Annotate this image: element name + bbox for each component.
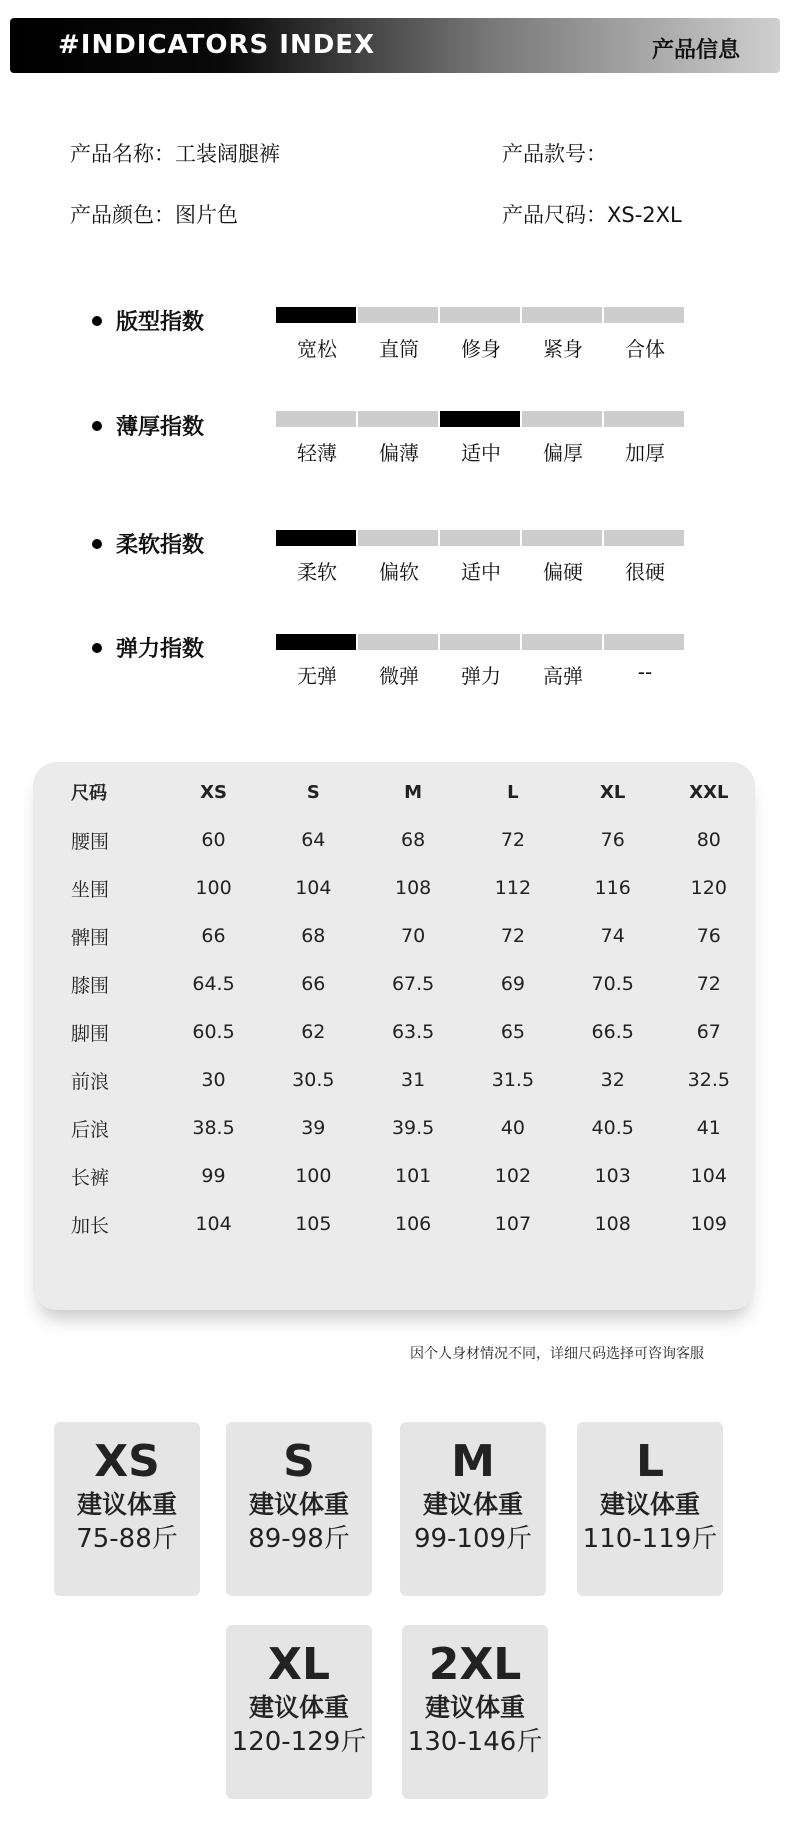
table-cell: 100 xyxy=(195,877,232,899)
table-cell: 65 xyxy=(500,1021,525,1043)
indicator-scale xyxy=(276,307,686,323)
weight-card-size: 2XL xyxy=(428,1639,522,1690)
weight-card-range: 120-129斤 xyxy=(231,1727,367,1757)
weight-card-size: L xyxy=(635,1436,665,1487)
table-row xyxy=(51,816,755,864)
weight-card-label: 建议体重 xyxy=(248,1490,349,1519)
table-cell: 100 xyxy=(295,1165,332,1187)
table-row xyxy=(51,1104,755,1152)
table-cell: 120 xyxy=(690,877,727,899)
indicator-title: 弹力指数 xyxy=(116,637,205,662)
table-cell: 64.5 xyxy=(192,973,235,995)
indicator-scale xyxy=(276,530,686,546)
weight-card xyxy=(402,1625,548,1799)
indicator-segment xyxy=(522,307,602,323)
product-size-range: 产品尺码：XS-2XL xyxy=(502,203,682,227)
product-style-no: 产品款号： xyxy=(502,142,607,166)
table-cell: 31 xyxy=(401,1069,426,1091)
table-cell: 68 xyxy=(401,829,426,851)
table-cell: 67 xyxy=(696,1021,721,1043)
weight-card-range: 130-146斤 xyxy=(407,1727,543,1757)
weight-card xyxy=(400,1422,546,1596)
table-header-cell: L xyxy=(507,781,519,803)
size-note: 因个人身材情况不同，详细尺码选择可咨询客服 xyxy=(410,1346,704,1362)
indicator-segment xyxy=(440,634,520,650)
table-cell: 105 xyxy=(295,1213,332,1235)
table-row xyxy=(51,1152,755,1200)
weight-card-label: 建议体重 xyxy=(424,1693,525,1722)
indicator-segment xyxy=(604,530,684,546)
table-header-cell: 尺码 xyxy=(71,783,107,804)
indicator-option-label: 很硬 xyxy=(625,560,665,584)
indicator-option-label: 宽松 xyxy=(297,337,337,361)
table-row-label: 长裤 xyxy=(71,1166,110,1189)
table-header-cell: XXL xyxy=(689,781,729,803)
table-header-row xyxy=(51,768,755,816)
indicator-option-label: 偏厚 xyxy=(543,441,583,465)
weight-card-range: 89-98斤 xyxy=(248,1524,350,1554)
table-header-cell: S xyxy=(306,781,320,803)
indicator-segment xyxy=(358,530,438,546)
table-cell: 68 xyxy=(301,925,326,947)
weight-card-label: 建议体重 xyxy=(248,1693,349,1722)
product-color: 产品颜色：图片色 xyxy=(70,203,238,227)
indicator-option-label: 无弹 xyxy=(297,664,337,688)
section-label: 产品信息 xyxy=(651,38,740,63)
size-table xyxy=(51,768,755,1248)
table-cell: 107 xyxy=(494,1213,532,1235)
indicator-title: 版型指数 xyxy=(116,310,205,335)
indicator-segment xyxy=(522,530,602,546)
indicator-option-label: 直筒 xyxy=(379,337,419,361)
table-row-label: 坐围 xyxy=(71,878,110,901)
product-name: 产品名称：工装阔腿裤 xyxy=(70,142,280,166)
indicator-segment xyxy=(358,634,438,650)
table-cell: 66.5 xyxy=(591,1021,634,1043)
table-cell: 80 xyxy=(696,829,721,851)
weight-card xyxy=(226,1625,372,1799)
table-row-label: 加长 xyxy=(71,1214,110,1237)
table-cell: 31.5 xyxy=(491,1069,535,1091)
indicator-options xyxy=(276,660,686,689)
indicator-segment xyxy=(604,634,684,650)
table-cell: 108 xyxy=(394,877,432,899)
table-row xyxy=(51,1056,755,1104)
table-cell: 74 xyxy=(600,925,625,947)
indicator-label xyxy=(92,305,204,336)
weight-card-range: 110-119斤 xyxy=(582,1524,718,1554)
table-cell: 116 xyxy=(594,877,631,899)
indicator-segment-selected xyxy=(276,307,356,323)
page-title: #INDICATORS INDEX xyxy=(58,30,376,60)
indicator-segment xyxy=(358,307,438,323)
indicator-title: 柔软指数 xyxy=(116,533,205,558)
indicator-option-label: 适中 xyxy=(461,560,501,584)
table-cell: 70 xyxy=(401,925,426,947)
indicator-segment xyxy=(604,307,684,323)
indicator-option-label: 偏薄 xyxy=(379,441,419,465)
indicator-option-label: 适中 xyxy=(461,441,501,465)
table-cell: 60 xyxy=(201,829,226,851)
table-cell: 62 xyxy=(301,1021,326,1043)
indicator-option-label: 偏硬 xyxy=(543,560,583,584)
table-row xyxy=(51,960,755,1008)
indicator-option-label: 合体 xyxy=(625,337,665,361)
indicator-segment-selected xyxy=(276,530,356,546)
table-row xyxy=(51,864,755,912)
table-cell: 99 xyxy=(201,1165,226,1187)
bullet-icon xyxy=(92,316,102,326)
indicator-label xyxy=(92,528,204,559)
indicator-segment xyxy=(522,634,602,650)
table-cell: 40.5 xyxy=(591,1117,634,1139)
indicator-segment xyxy=(604,411,684,427)
indicator-option-label: 柔软 xyxy=(297,560,337,584)
table-cell: 104 xyxy=(195,1213,232,1235)
table-cell: 76 xyxy=(600,829,625,851)
table-header-cell: M xyxy=(404,781,423,803)
table-cell: 72 xyxy=(500,925,525,947)
indicator-segment xyxy=(440,307,520,323)
indicator-segment-selected xyxy=(276,634,356,650)
table-row xyxy=(51,1008,755,1056)
indicator-option-label: -- xyxy=(637,660,653,684)
table-cell: 108 xyxy=(594,1213,631,1235)
weight-card-label: 建议体重 xyxy=(76,1490,177,1519)
weight-card-label: 建议体重 xyxy=(422,1490,523,1519)
table-cell: 66 xyxy=(301,973,326,995)
table-cell: 102 xyxy=(494,1165,532,1187)
size-table-card xyxy=(33,762,755,1310)
table-cell: 39 xyxy=(301,1117,326,1139)
indicator-segment xyxy=(276,411,356,427)
table-cell: 41 xyxy=(696,1117,721,1139)
weight-card xyxy=(577,1422,723,1596)
table-header-cell: XS xyxy=(200,781,227,803)
indicator-segment xyxy=(522,411,602,427)
weight-card xyxy=(54,1422,200,1596)
indicator-option-label: 紧身 xyxy=(543,337,583,361)
table-row-label: 后浪 xyxy=(71,1118,110,1141)
indicator-option-label: 修身 xyxy=(461,337,501,361)
indicator-option-label: 偏软 xyxy=(379,560,419,584)
table-cell: 32.5 xyxy=(687,1069,730,1091)
indicator-segment xyxy=(358,411,438,427)
weight-card-label: 建议体重 xyxy=(599,1490,700,1519)
indicator-option-label: 高弹 xyxy=(543,664,583,688)
indicator-label xyxy=(92,632,204,663)
table-header-cell: XL xyxy=(600,781,626,803)
indicator-segment xyxy=(440,530,520,546)
table-cell: 70.5 xyxy=(591,973,634,995)
table-cell: 32 xyxy=(600,1069,625,1091)
weight-card-size: S xyxy=(283,1436,315,1487)
table-cell: 76 xyxy=(696,925,721,947)
indicator-option-label: 弹力 xyxy=(461,664,501,688)
table-row xyxy=(51,912,755,960)
weight-card-size: XS xyxy=(94,1436,160,1487)
bullet-icon xyxy=(92,421,102,431)
table-cell: 106 xyxy=(394,1213,432,1235)
bullet-icon xyxy=(92,539,102,549)
indicator-segment-selected xyxy=(440,411,520,427)
table-cell: 101 xyxy=(394,1165,432,1187)
table-cell: 112 xyxy=(494,877,532,899)
table-cell: 103 xyxy=(594,1165,631,1187)
table-row xyxy=(51,1200,755,1248)
table-row-label: 腰围 xyxy=(71,830,110,853)
table-cell: 30 xyxy=(201,1069,226,1091)
indicator-options xyxy=(276,556,686,585)
table-cell: 72 xyxy=(500,829,525,851)
table-cell: 64 xyxy=(301,829,326,851)
table-row-label: 髀围 xyxy=(71,926,110,949)
indicator-scale xyxy=(276,411,686,427)
indicator-scale xyxy=(276,634,686,650)
weight-card-size: XL xyxy=(268,1639,330,1690)
table-row-label: 脚围 xyxy=(71,1022,110,1045)
table-row-label: 膝围 xyxy=(71,974,110,997)
indicator-options xyxy=(276,437,686,466)
table-cell: 104 xyxy=(690,1165,727,1187)
table-cell: 30.5 xyxy=(292,1069,335,1091)
indicator-option-label: 轻薄 xyxy=(297,441,337,465)
indicator-label xyxy=(92,410,204,441)
table-cell: 109 xyxy=(690,1213,727,1235)
table-cell: 40 xyxy=(500,1117,525,1139)
table-row-label: 前浪 xyxy=(71,1070,110,1093)
table-cell: 66 xyxy=(201,925,226,947)
bullet-icon xyxy=(92,643,102,653)
table-cell: 38.5 xyxy=(192,1117,235,1139)
indicator-options xyxy=(276,333,686,362)
table-cell: 63.5 xyxy=(391,1021,435,1043)
indicator-option-label: 加厚 xyxy=(625,441,665,465)
table-cell: 104 xyxy=(295,877,332,899)
weight-card xyxy=(226,1422,372,1596)
indicator-title: 薄厚指数 xyxy=(116,415,205,440)
weight-card-range: 99-109斤 xyxy=(413,1524,533,1554)
table-cell: 39.5 xyxy=(391,1117,435,1139)
table-cell: 60.5 xyxy=(192,1021,235,1043)
indicator-option-label: 微弹 xyxy=(379,664,419,688)
table-cell: 69 xyxy=(500,973,525,995)
weight-card-range: 75-88斤 xyxy=(76,1524,178,1554)
table-cell: 72 xyxy=(696,973,721,995)
table-cell: 67.5 xyxy=(391,973,435,995)
weight-card-size: M xyxy=(451,1436,495,1487)
